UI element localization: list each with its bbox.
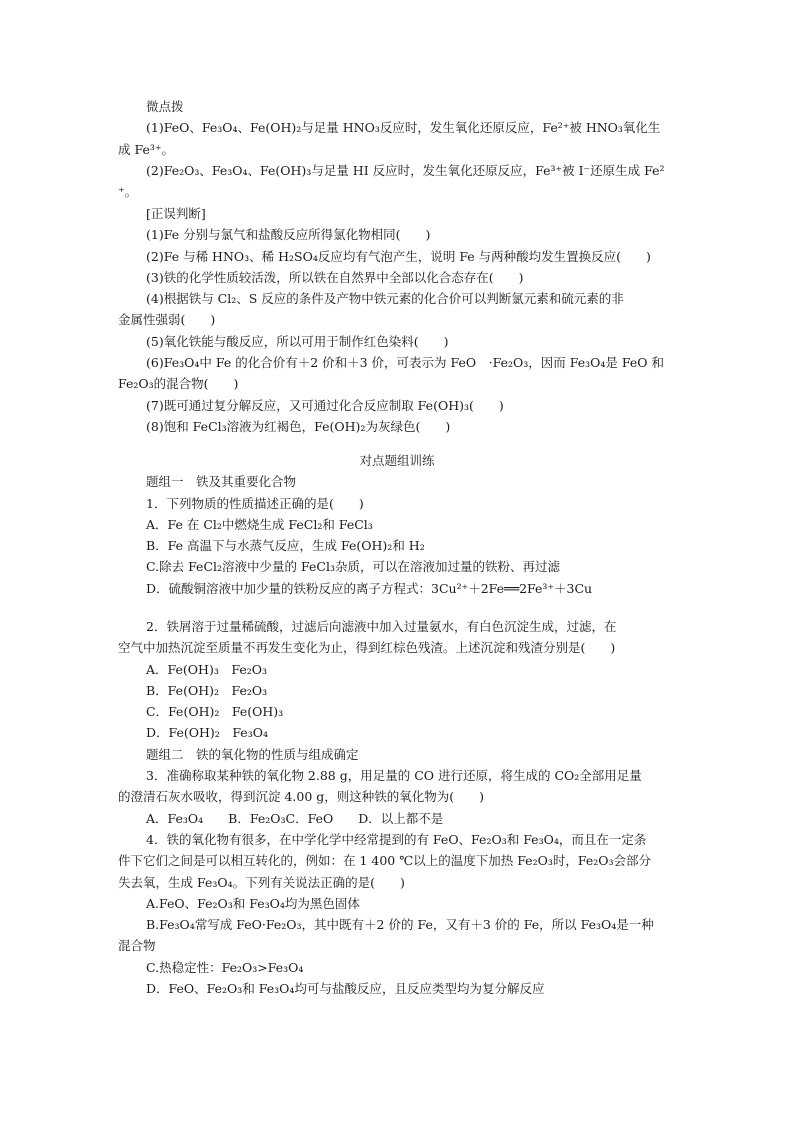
q4-stem-line-3: 失去氧，生成 Fe₃O₄。下列有关说法正确的是( ) <box>118 874 405 890</box>
q4-option-c: C.热稳定性：Fe₂O₃>Fe₃O₄ <box>146 959 304 975</box>
judge-heading: [正误判断] <box>146 206 206 221</box>
tip-section <box>118 96 676 202</box>
tip-paragraph-1-line-2: 成 Fe³⁺。 <box>118 141 174 157</box>
q3-stem-line-1: 3．准确称取某种铁的氧化物 2.88 g，用足量的 CO 进行还原，将生成的 CO₂全部用足量 <box>146 768 642 784</box>
tip-paragraph-2-line-2: ⁺。 <box>118 184 138 200</box>
q1-option-c: C.除去 FeCl₂溶液中少量的 FeCl₃杂质，可以在溶液加过量的铁粉、再过滤 <box>146 559 560 575</box>
judge-item-5: (5)氧化铁能与酸反应，所以可用于制作红色染料( ) <box>146 333 449 349</box>
judge-item-8: (8)饱和 FeCl₃溶液为红褐色，Fe(OH)₂为灰绿色( ) <box>146 418 451 434</box>
q1-option-d: D．硫酸铜溶液中加少量的铁粉反应的离子方程式：3Cu²⁺＋2Fe══2Fe³⁺＋3Cu <box>146 580 593 596</box>
practice-title: 对点题组训练 <box>359 453 435 468</box>
q3-options: A．Fe₃O₄ B．Fe₂O₃C．FeO D．以上都不是 <box>146 810 444 826</box>
judge-item-6-line-1: (6)Fe₃O₄中 Fe 的化合价有＋2 价和＋3 价，可表示为 FeO ·Fe₂O₃，因而 Fe₃O₄是 FeO 和 <box>146 355 665 371</box>
group-2-heading: 题组二 铁的氧化物的性质与组成确定 <box>146 746 359 762</box>
judge-item-4-line-2: 金属性强弱( ) <box>118 312 216 328</box>
judge-item-2: (2)Fe 与稀 HNO₃、稀 H₂SO₄反应均有气泡产生，说明 Fe 与两种酸均发生置换反应( ) <box>146 248 651 264</box>
group-1-heading: 题组一 铁及其重要化合物 <box>146 474 297 490</box>
q4-option-b-line-2: 混合物 <box>118 938 156 954</box>
tip-heading: 微点拨 <box>146 99 184 114</box>
q2-option-c: C．Fe(OH)₂ Fe(OH)₃ <box>146 704 284 720</box>
practice-section <box>118 450 676 599</box>
q2-stem-line-2: 空气中加热沉淀至质量不再发生变化为止，得到红棕色残渣。上述沉淀和残渣分别是( ) <box>118 640 616 656</box>
judge-item-3: (3)铁的化学性质较活泼，所以铁在自然界中全部以化合态存在( ) <box>146 269 524 285</box>
judge-item-4-line-1: (4)根据铁与 Cl₂、S 反应的条件及产物中铁元素的化合价可以判断氯元素和硫元素的非 <box>146 291 624 307</box>
q4-option-d: D．FeO、Fe₂O₃和 Fe₃O₄均可与盐酸反应，且反应类型均为复分解反应 <box>146 981 545 997</box>
q4-stem-line-2: 件下它们之间是可以相互转化的，例如：在 1 400 ℃以上的温度下加热 Fe₂O₃时，Fe₂O₃会部分 <box>118 853 652 869</box>
q4-option-b-line-1: B.Fe₃O₄常写成 FeO·Fe₂O₃，其中既有＋2 价的 Fe，又有＋3 价的 Fe，所以 Fe₃O₄是一种 <box>146 917 654 933</box>
q1-option-b: B．Fe 高温下与水蒸气反应，生成 Fe(OH)₂和 H₂ <box>146 538 425 554</box>
q2-stem-line-1: 2．铁屑溶于过量稀硫酸，过滤后向滤液中加入过量氨水，有白色沉淀生成，过滤，在 <box>146 619 617 634</box>
q1-option-a: A．Fe 在 Cl₂中燃烧生成 FeCl₂和 FeCl₃ <box>146 516 373 532</box>
judge-section <box>118 203 676 437</box>
q3-stem-line-2: 的澄清石灰水吸收，得到沉淀 4.00 g，则这种铁的氧化物为( ) <box>118 789 485 805</box>
judge-item-6-line-2: Fe₂O₃的混合物( ) <box>118 376 239 392</box>
q4-stem-line-1: 4．铁的氧化物有很多，在中学化学中经常提到的有 FeO、Fe₂O₃和 Fe₃O₄，而且在一定条 <box>146 831 647 847</box>
question-2 <box>118 616 676 999</box>
q2-option-d: D．Fe(OH)₂ Fe₃O₄ <box>146 725 268 741</box>
q1-stem: 1．下列物质的性质描述正确的是( ) <box>146 495 364 511</box>
tip-paragraph-2-line-1: (2)Fe₂O₃、Fe₃O₄、Fe(OH)₃与足量 HI 反应时，发生氧化还原反应，Fe³⁺被 I⁻还原生成 Fe² <box>146 162 665 178</box>
judge-item-1: (1)Fe 分别与氯气和盐酸反应所得氯化物相同( ) <box>146 227 431 243</box>
q2-option-a: A．Fe(OH)₃ Fe₂O₃ <box>146 661 267 677</box>
judge-item-7: (7)既可通过复分解反应，又可通过化合反应制取 Fe(OH)₃( ) <box>146 397 504 413</box>
q2-option-b: B．Fe(OH)₂ Fe₂O₃ <box>146 682 268 698</box>
tip-paragraph-1-line-1: (1)FeO、Fe₃O₄、Fe(OH)₂与足量 HNO₃反应时，发生氧化还原反应，Fe²⁺被 HNO₃氧化生 <box>146 120 661 136</box>
q4-option-a: A.FeO、Fe₂O₃和 Fe₃O₄均为黑色固体 <box>146 895 360 911</box>
